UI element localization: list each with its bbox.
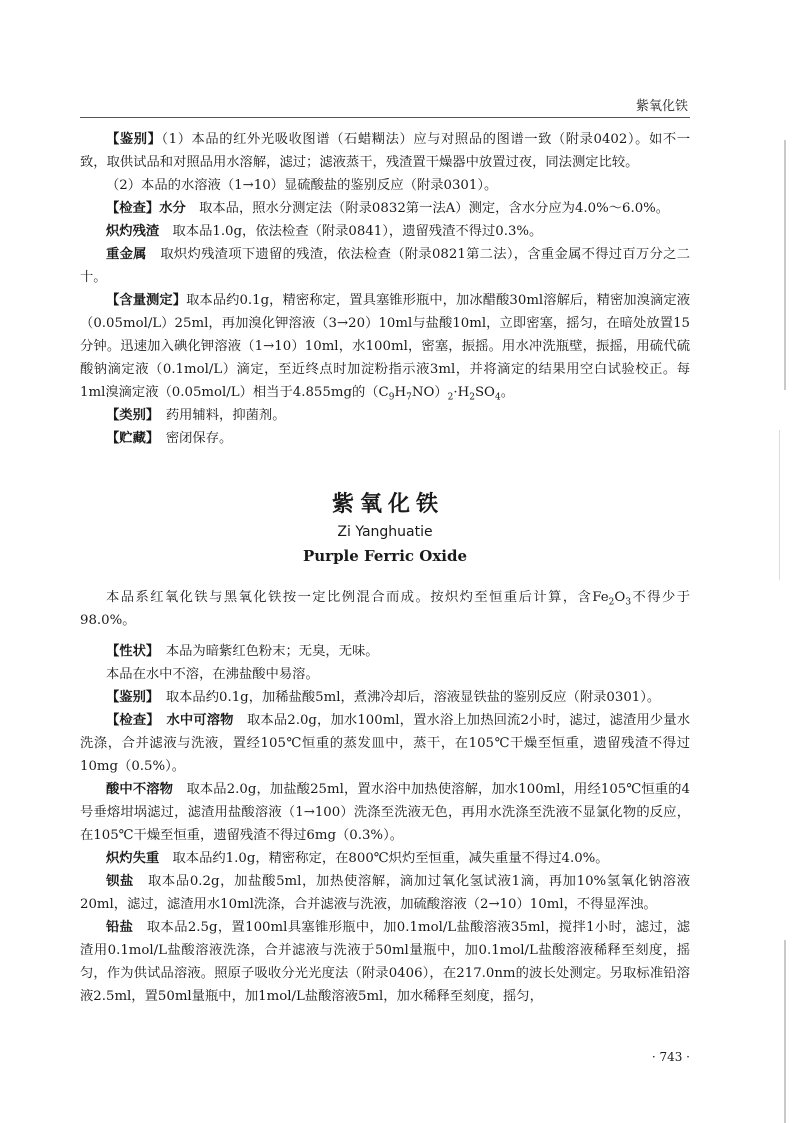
monograph-title-pinyin: Zi Yanghuatie — [337, 524, 433, 540]
formula-part: O — [614, 590, 626, 605]
identification-label: 【鉴别】 — [106, 132, 162, 147]
ignition-residue-paragraph — [80, 220, 690, 243]
page-body — [80, 128, 690, 1008]
formula-subscript: 9 — [388, 392, 395, 403]
formula-end: 。 — [500, 385, 514, 400]
intro-paragraph — [80, 586, 690, 632]
identification-text: 取本品约0.1g，加稀盐酸5ml，煮沸冷却后，溶液显铁盐的鉴别反应（附录0301）。 — [165, 690, 661, 705]
check-label: 【检查】 — [106, 201, 160, 216]
storage-label: 【贮藏】 — [106, 431, 153, 446]
storage-text: 密闭保存。 — [165, 431, 233, 446]
water-soluble-label: 水中可溶物 — [166, 713, 234, 728]
header-rule — [80, 117, 690, 118]
formula-subscript: 4 — [494, 392, 501, 403]
water-text: 取本品，照水分测定法（附录0832第一法A）测定，含水分应为4.0%～6.0%。 — [199, 201, 670, 216]
formula-part: ·H — [453, 385, 470, 400]
ignition-residue-text: 取本品1.0g，依法检查（附录0841），遗留残渣不得过0.3%。 — [172, 224, 543, 239]
intro-text-end: 不得少于98.0%。 — [80, 590, 690, 628]
lead-text: 取本品2.5g，置100ml具塞锥形瓶中，加0.1mol/L盐酸溶液35ml，搅拌1小时，滤过，滤渣用0.1mol/L盐酸溶液洗涤，合并滤液与洗液于50ml量瓶中，加0.1mol/L盐酸溶液稀释至刻度，摇匀，作为供试品溶液。照原子吸收分光光度法（附录0406），在217.0nm的波长处测定。另取标准铅溶液2.5ml，置50ml量瓶中，加1mol/L盐酸溶液5ml，加水稀释至刻度，摇匀， — [80, 920, 690, 1004]
scan-edge-mark — [784, 140, 786, 390]
lead-paragraph — [80, 916, 690, 1008]
ignition-residue-label: 炽灼残渣 — [106, 224, 160, 239]
intro-text: 本品系红氧化铁与黑氧化铁按一定比例混合而成。按炽灼至恒重后计算，含Fe — [106, 590, 609, 605]
identification-1-paragraph — [80, 128, 690, 174]
page-number: · 743 · — [651, 1050, 690, 1064]
water-paragraph — [80, 197, 690, 220]
assay-text: 取本品约0.1g，精密称定，置具塞锥形瓶中，加冰醋酸30ml溶解后，精密加溴滴定液（0.05mol/L）25ml，再加溴化钾溶液（3→20）10ml与盐酸10ml，立即密塞，摇匀，在暗处放置15分钟。迅速加入碘化钾溶液（1→10）10ml，水100ml，密塞，振摇。用水冲洗瓶壁，振摇，用硫代硫酸钠滴定液（0.1mol/L）滴定，至近终点时加淀粉指示液3ml，并将滴定的结果用空白试验校正。每1ml溴滴定液（0.05mol/L）相当于4.855mg的（C — [80, 293, 690, 400]
water-soluble-paragraph — [80, 709, 690, 778]
water-soluble-text: 取本品2.0g，加水100ml，置水浴上加热回流2小时，滤过，滤渣用少量水洗涤，合并滤液与洗液，置经105℃恒重的蒸发皿中，蒸干，在105℃干燥至恒重，遗留残渣不得过10mg（0.5%）。 — [80, 713, 690, 774]
identification-label: 【鉴别】 — [106, 690, 153, 705]
category-label: 【类别】 — [106, 408, 153, 423]
properties-label: 【性状】 — [106, 644, 153, 659]
storage-paragraph — [80, 427, 690, 450]
formula-part: NO） — [411, 385, 448, 400]
barium-text: 取本品0.2g，加盐酸5ml，加热使溶解，滴加过氧化氢试液1滴，再加10%氢氧化钠溶液20ml，滤过，滤渣用水10ml洗涤，合并滤液与洗液，加硫酸溶液（2→10）10ml，不得显浑浊。 — [80, 874, 691, 912]
scan-edge-mark — [779, 430, 780, 580]
water-label: 水分 — [159, 201, 186, 216]
lead-label: 铅盐 — [106, 920, 134, 935]
formula-subscript: 3 — [625, 597, 632, 608]
running-head-title: 紫氧化铁 — [635, 99, 688, 114]
formula-subscript: 2 — [469, 392, 475, 403]
identification-2-paragraph: （2）本品的水溶液（1→10）显硫酸盐的鉴别反应（附录0301）。 — [106, 178, 498, 193]
formula-subscript: 2 — [447, 392, 454, 403]
identification-1-text: （1）本品的红外光吸收图谱（石蜡糊法）应与对照品的图谱一致（附录0402）。如不一致，取供试品和对照品用水溶解，滤过；滤液蒸干，残渣置干燥器中放置过夜，同法测定比较。 — [80, 132, 691, 170]
heavy-metal-label: 重金属 — [106, 247, 147, 262]
barium-paragraph — [80, 870, 690, 916]
acid-insoluble-label: 酸中不溶物 — [106, 782, 174, 797]
category-paragraph — [80, 404, 690, 427]
acid-insoluble-text: 取本品2.0g，加盐酸25ml，置水浴中加热使溶解，加水100ml，用经105℃恒重的4号垂熔坩埚滤过，滤渣用盐酸溶液（1→100）洗涤至洗液无色，再用水洗涤至洗液不显氯化物的反应，在105℃干燥至恒重，遗留残渣不得过6mg（0.3%）。 — [80, 782, 691, 843]
loss-on-ignition-paragraph — [80, 847, 690, 870]
heavy-metal-text: 取炽灼残渣项下遗留的残渣，依法检查（附录0821第二法），含重金属不得过百万分之二十。 — [80, 247, 691, 285]
scan-edge-mark — [784, 940, 786, 1123]
formula-subscript: 7 — [406, 392, 412, 403]
assay-paragraph — [80, 289, 690, 404]
loss-on-ignition-label: 炽灼失重 — [106, 851, 160, 866]
formula-subscript: 2 — [608, 597, 615, 608]
loss-on-ignition-text: 取本品约1.0g，精密称定，在800℃炽灼至恒重，减失重量不得过4.0%。 — [172, 851, 609, 866]
acid-insoluble-paragraph — [80, 778, 690, 847]
barium-label: 钡盐 — [106, 874, 134, 889]
monograph-title-english: Purple Ferric Oxide — [302, 547, 467, 565]
monograph-title-chinese: 紫氧化铁 — [331, 492, 444, 517]
heavy-metal-paragraph — [80, 243, 690, 289]
properties-paragraph — [80, 640, 690, 663]
identification-paragraph — [80, 686, 690, 709]
monograph-title-block — [80, 490, 690, 568]
formula-part: H — [394, 385, 407, 400]
assay-label: 【含量测定】 — [106, 293, 187, 308]
formula-part: SO — [474, 385, 495, 400]
properties-text: 本品为暗紫红色粉末；无臭，无味。 — [165, 644, 379, 659]
solubility-paragraph: 本品在水中不溶，在沸盐酸中易溶。 — [106, 667, 319, 682]
category-text: 药用辅料，抑菌剂。 — [165, 408, 286, 423]
check-label: 【检查】 — [106, 713, 154, 728]
